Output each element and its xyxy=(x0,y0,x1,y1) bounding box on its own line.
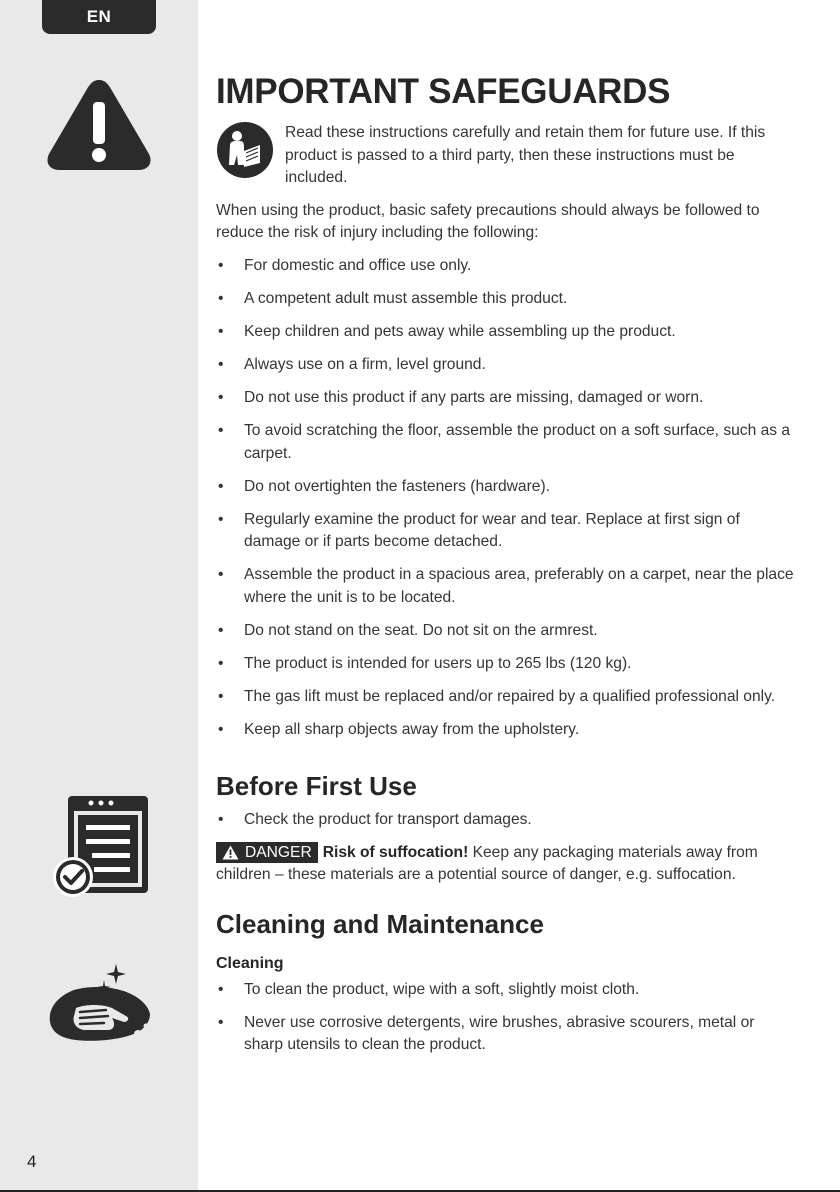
list-item: • Do not use this product if any parts are missing, damaged or worn. xyxy=(216,387,796,410)
read-manual-icon xyxy=(216,121,274,179)
list-item: • The gas lift must be replaced and/or repaired by a qualified professional only. xyxy=(216,686,796,709)
danger-warning xyxy=(216,842,796,887)
precaution-text: When using the product, basic safety precautions should always be followed to reduce the risk of injury including the following: xyxy=(216,201,760,241)
danger-badge-label: DANGER xyxy=(245,843,312,861)
danger-badge xyxy=(216,842,318,863)
list-item: • The product is intended for users up to 265 lbs (120 kg). xyxy=(216,653,796,676)
safeguards-title: IMPORTANT SAFEGUARDS xyxy=(216,72,671,111)
list-item: • To avoid scratching the floor, assemble the product on a soft surface, such as a carpet. xyxy=(216,420,796,465)
before-first-use-title: Before First Use xyxy=(216,771,417,801)
before-first-use-list xyxy=(216,809,796,832)
warning-triangle-icon xyxy=(45,76,153,174)
list-item: • Assemble the product in a spacious area, preferably on a carpet, near the place where the unit is to be located. xyxy=(216,564,796,609)
main-content xyxy=(216,70,796,1057)
list-item: • Check the product for transport damages. xyxy=(216,809,796,832)
intro-block xyxy=(216,122,796,190)
page-number: 4 xyxy=(27,1152,37,1171)
list-item: • Keep children and pets away while assembling up the product. xyxy=(216,321,796,344)
list-item: • To clean the product, wipe with a soft, slightly moist cloth. xyxy=(216,979,796,1002)
list-item: • Keep all sharp objects away from the upholstery. xyxy=(216,719,796,742)
list-item: • A competent adult must assemble this product. xyxy=(216,288,796,311)
list-item: • For domestic and office use only. xyxy=(216,255,796,278)
intro-text: Read these instructions carefully and retain them for future use. If this product is passed to a third party, then these instructions must be included. xyxy=(285,124,766,186)
list-item: • Regularly examine the product for wear and tear. Replace at first sign of damage or if parts become detached. xyxy=(216,509,796,554)
cleaning-maintenance-title: Cleaning and Maintenance xyxy=(216,908,544,939)
danger-heading: Risk of suffocation! xyxy=(322,843,469,861)
list-item: • Do not overtighten the fasteners (hardware). xyxy=(216,476,796,499)
cleaning-subtitle: Cleaning xyxy=(216,954,284,972)
danger-text: Keep any packaging materials away from children – these materials are a potential source of danger, e.g. suffocation. xyxy=(216,843,758,883)
list-item: • Do not stand on the seat. Do not sit on the armrest. xyxy=(216,620,796,643)
checklist-icon xyxy=(48,793,152,899)
warning-small-icon xyxy=(222,845,239,860)
list-item: • Never use corrosive detergents, wire brushes, abrasive scourers, metal or sharp utensils to clean the product. xyxy=(216,1012,796,1057)
safeguards-list xyxy=(216,255,796,741)
language-tab: EN xyxy=(42,0,156,34)
list-item: • Always use on a firm, level ground. xyxy=(216,354,796,377)
cleaning-hand-icon xyxy=(46,960,154,1048)
cleaning-list xyxy=(216,979,796,1057)
